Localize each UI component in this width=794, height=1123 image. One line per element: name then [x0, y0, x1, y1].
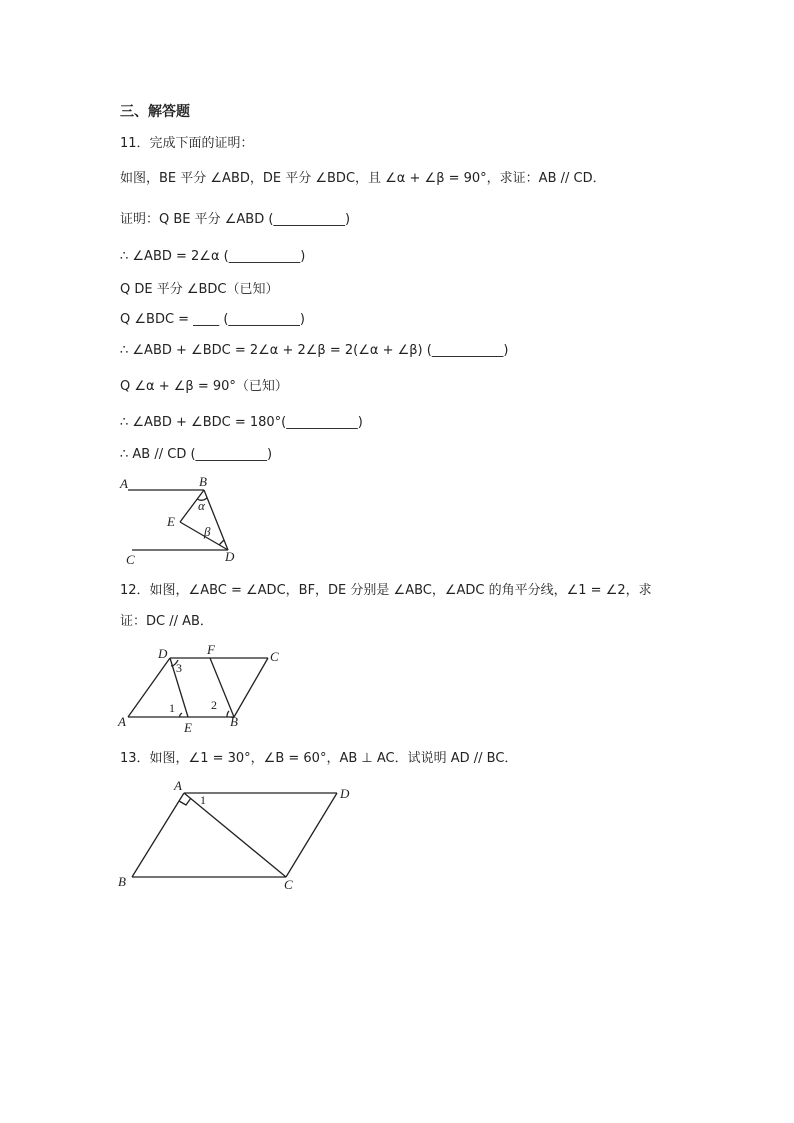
section-heading: 三、解答题: [120, 104, 190, 120]
proof-line-6: Q ∠α + ∠β = 90°（已知）: [120, 379, 288, 394]
label-b: B: [118, 874, 126, 889]
q11-statement: 如图，BE 平分 ∠ABD，DE 平分 ∠BDC，且 ∠α + ∠β = 90°，求证：AB // CD．: [120, 171, 606, 186]
proof-line-5: ∴ ∠ABD + ∠BDC = 2∠α + 2∠β = 2(∠α + ∠β) (___________): [120, 343, 509, 358]
label-3: 3: [176, 661, 182, 675]
label-2: 2: [211, 698, 217, 712]
proof-line-3: Q DE 平分 ∠BDC（已知）: [120, 282, 279, 297]
label-a: A: [174, 778, 182, 793]
angle-2-arc: [227, 711, 229, 717]
label-b: B: [199, 474, 207, 489]
segment-cd: [286, 793, 337, 877]
label-c: C: [270, 649, 279, 664]
q13-statement: 13．如图，∠1 = 30°，∠B = 60°，AB ⊥ AC．试说明 AD // BC．: [120, 751, 518, 766]
q12-statement-line1: 12．如图，∠ABC = ∠ADC，BF，DE 分别是 ∠ABC，∠ADC 的角平分线，∠1 = ∠2，求: [120, 583, 652, 598]
proof-line-7: ∴ ∠ABD + ∠BDC = 180°(___________): [120, 415, 363, 430]
label-1: 1: [169, 701, 175, 715]
label-alpha: α: [198, 498, 205, 513]
proof-line-8: ∴ AB // CD (___________): [120, 447, 273, 462]
label-c: C: [126, 552, 135, 567]
segment-bd: [204, 490, 228, 550]
label-e: E: [167, 514, 175, 529]
label-c: C: [284, 877, 293, 891]
label-beta: β: [204, 524, 211, 539]
q11-title: 11．完成下面的证明：: [120, 136, 254, 151]
q12-statement-line2: 证：DC // AB．: [120, 614, 213, 629]
label-a: A: [118, 714, 126, 729]
label-e: E: [184, 720, 192, 735]
label-d: D: [225, 549, 235, 564]
q11-figure: [112, 472, 252, 570]
proof-line-4: Q ∠BDC = ____ (___________): [120, 312, 305, 327]
label-b: B: [230, 714, 238, 729]
label-f: F: [207, 642, 215, 657]
segment-ab: [132, 793, 184, 877]
label-d: D: [340, 786, 350, 801]
label-d: D: [158, 646, 168, 661]
segment-bc: [234, 658, 268, 717]
proof-line-2: ∴ ∠ABD = 2∠α (___________): [120, 249, 306, 264]
angle-beta-arc: [219, 540, 224, 545]
label-a: A: [120, 476, 128, 491]
label-1: 1: [200, 793, 206, 807]
proof-line-1: 证明：Q BE 平分 ∠ABD (___________): [120, 212, 351, 227]
q12-figure: [112, 640, 292, 740]
segment-ad: [128, 658, 170, 717]
q13-figure: [112, 776, 362, 891]
